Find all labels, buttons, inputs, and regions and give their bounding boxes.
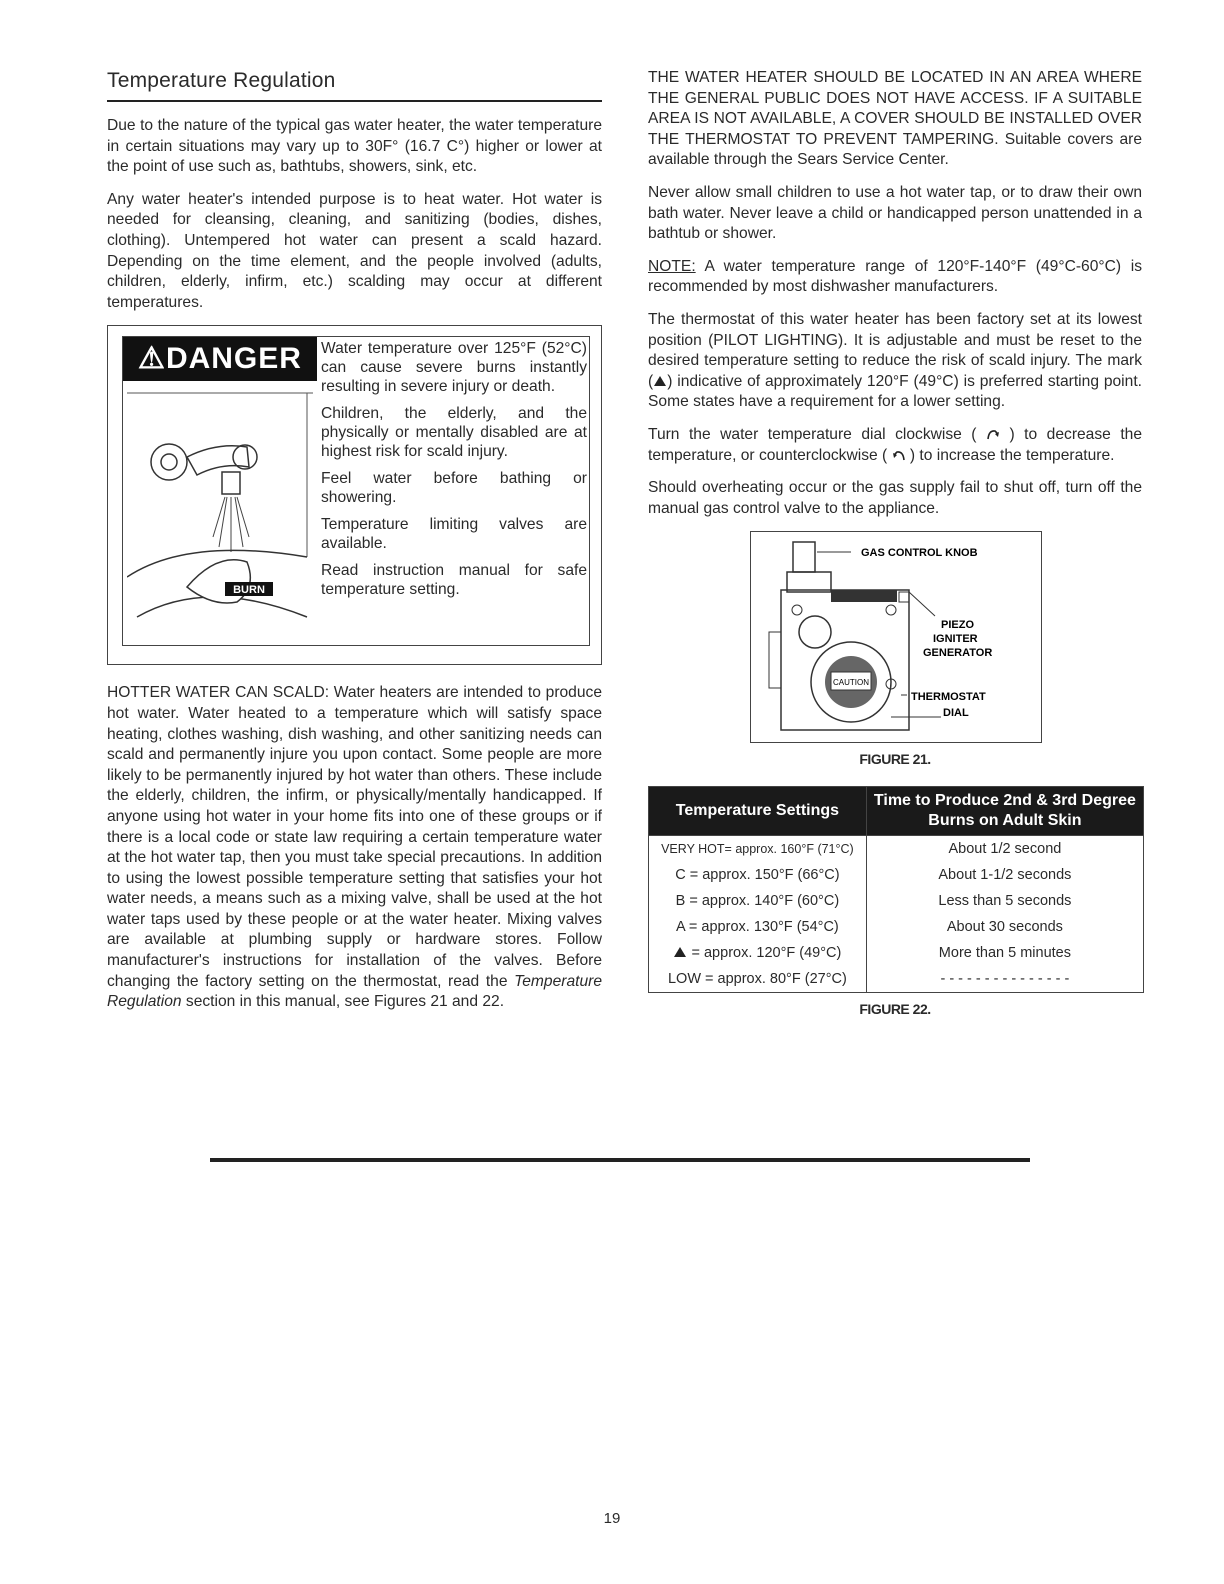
danger-warning-box [107, 325, 602, 665]
table-row [649, 940, 1144, 966]
danger-item-3: Feel water before bathing or showering. [321, 470, 587, 507]
paragraph-overheating: Should overheating occur or the gas supply fail to shut off, turn off the manual gas control valve to the appliance. [648, 479, 1142, 517]
table-row [649, 914, 1144, 940]
paragraph-children: Never allow small children to use a hot water tap, or to draw their own bath water. Never leave a child or handicapped person unattended in a bathtub or shower. [648, 183, 1142, 243]
danger-inner-frame [122, 336, 590, 646]
time-cell: - - - - - - - - - - - - - - - [866, 966, 1143, 993]
note-label: NOTE: [648, 257, 696, 275]
danger-item-2: Children, the elderly, and the physically or mentally disabled are at highest risk for scald injury. [321, 405, 587, 461]
triangle-mark-icon [653, 375, 667, 387]
setting-cell: = approx. 120°F (49°C) [649, 940, 867, 966]
label-gas-control-knob: GAS CONTROL KNOB [861, 547, 978, 560]
clockwise-arrow-icon [986, 428, 1000, 440]
setting-cell: LOW = approx. 80°F (27°C) [649, 966, 867, 993]
burn-label: BURN [233, 584, 265, 597]
time-cell: About 30 seconds [866, 914, 1143, 940]
danger-item-1: Water temperature over 125°F (52°C) can cause severe burns instantly resulting in severe injury or death. [321, 340, 587, 396]
page-number: 19 [603, 1510, 621, 1527]
figure-21-caption: FIGURE 21. [859, 751, 931, 768]
counterclockwise-arrow-icon [892, 449, 906, 461]
paragraph-location-warning: THE WATER HEATER SHOULD BE LOCATED IN AN AREA WHERE THE GENERAL PUBLIC DOES NOT HAVE ACCESS. IF A SUITABLE AREA IS NOT AVAILABLE, A COVER SHOULD BE INSTALLED OVER THE THERMOSTAT TO PREVENT TAMPERING. Suitable covers are available through the Sears Service Center. [648, 69, 1142, 169]
setting-cell: C = approx. 150°F (66°C) [649, 862, 867, 888]
time-cell: Less than 5 seconds [866, 888, 1143, 914]
time-cell: More than 5 minutes [866, 940, 1143, 966]
setting-cell: A = approx. 130°F (54°C) [649, 914, 867, 940]
left-column [107, 68, 602, 1025]
paragraph-purpose: Any water heater's intended purpose is to heat water. Hot water is needed for cleansing, cleaning, and sanitizing (bodies, dishes, clothing). Untempered hot water can present a scald hazard. Depending on the time element, and the people involved (adults, children, elderly, infirm, etc.) scalding may occur at different temperatures. [107, 190, 602, 311]
table-row [649, 966, 1144, 993]
scald-time-table [648, 786, 1144, 993]
paragraph-variation: Due to the nature of the typical gas water heater, the water temperature in certain situations may vary up to 30F° (16.7 C°) higher or lower at the point of use such as, bathtubs, showers, sink, etc. [107, 117, 602, 176]
table-header-row [649, 786, 1144, 835]
setting-cell: VERY HOT= approx. 160°F (71°C) [649, 835, 867, 862]
italic-section-ref: Temperature Regulation [107, 972, 602, 1011]
danger-banner: ⚠DANGER [123, 337, 317, 381]
right-column [648, 68, 1142, 1019]
figure-22-caption: FIGURE 22. [859, 1000, 931, 1017]
setting-cell: B = approx. 140°F (60°C) [649, 888, 867, 914]
label-generator: GENERATOR [923, 647, 993, 660]
table-row [649, 888, 1144, 914]
paragraph-dial-direction: Turn the water temperature dial clockwise ( ) to decrease the temperature, or counterclockwise ( ) to increase the temperature. [648, 425, 1142, 464]
danger-item-5: Read instruction manual for safe temperature setting. [321, 562, 587, 599]
section-heading: Temperature Regulation [107, 69, 336, 92]
table-row [649, 862, 1144, 888]
triangle-mark-icon [673, 946, 687, 958]
page-bottom-rule [210, 1158, 1030, 1162]
paragraph-thermostat: The thermostat of this water heater has been factory set at its lowest position (PILOT LIGHTING). It is adjustable and must be reset to the desired temperature setting to reduce the risk of scald injury. The mark ( ) indicative of approximately 120°F (49°C) is preferred starting point. Some states have a requirement for a lower setting. [648, 310, 1142, 411]
header-temperature-settings: Temperature Settings [649, 786, 867, 835]
time-cell: About 1-1/2 seconds [866, 862, 1143, 888]
paragraph-hotter-water: HOTTER WATER CAN SCALD: Water heaters are intended to produce hot water. Water heated to a temperature which will satisfy space heating, clothes washing, dish washing, and other sanitizing needs can scald and permanently injure you upon contact. Some people are more likely to be permanently injured by hot water than others. These include the elderly, children, the infirm, or physically/mentally handicapped. If anyone using hot water in your home fits into one of these groups or if there is a local code or state law requiring a certain temperature water at the hot water tap, then you must take special precautions. In addition to using the lowest possible temperature setting that satisfies your hot water needs, a means such as a mixing valve, shall be used at the hot water taps used by these people or at the water heater. Mixing valves are available at plumbing supply or hardware stores. Follow manufacturer's instructions for installation of the valves. Before changing the factory setting on the thermostat, read the Temperature Regulation section in this manual, see Figures 21 and 22. [107, 684, 602, 1011]
caution-label: CAUTION [833, 678, 869, 688]
gas-control-diagram [751, 532, 1041, 742]
heading-rule [107, 100, 602, 102]
danger-item-4: Temperature limiting valves are available. [321, 516, 587, 553]
label-thermostat: THERMOSTAT [911, 691, 986, 704]
time-cell: About 1/2 second [866, 835, 1143, 862]
figure-21-gas-control [750, 531, 1042, 743]
paragraph-note: NOTE: A water temperature range of 120°F-140°F (49°C-60°C) is recommended by most dishwasher manufacturers. [648, 257, 1142, 296]
label-piezo: PIEZO [941, 619, 975, 632]
label-igniter: IGNITER [933, 633, 978, 646]
danger-text [321, 339, 587, 607]
label-dial: DIAL [943, 707, 969, 720]
table-row [649, 835, 1144, 862]
header-burn-time: Time to Produce 2nd & 3rd Degree Burns on Adult Skin [866, 786, 1143, 835]
scald-faucet-illustration [127, 387, 313, 637]
